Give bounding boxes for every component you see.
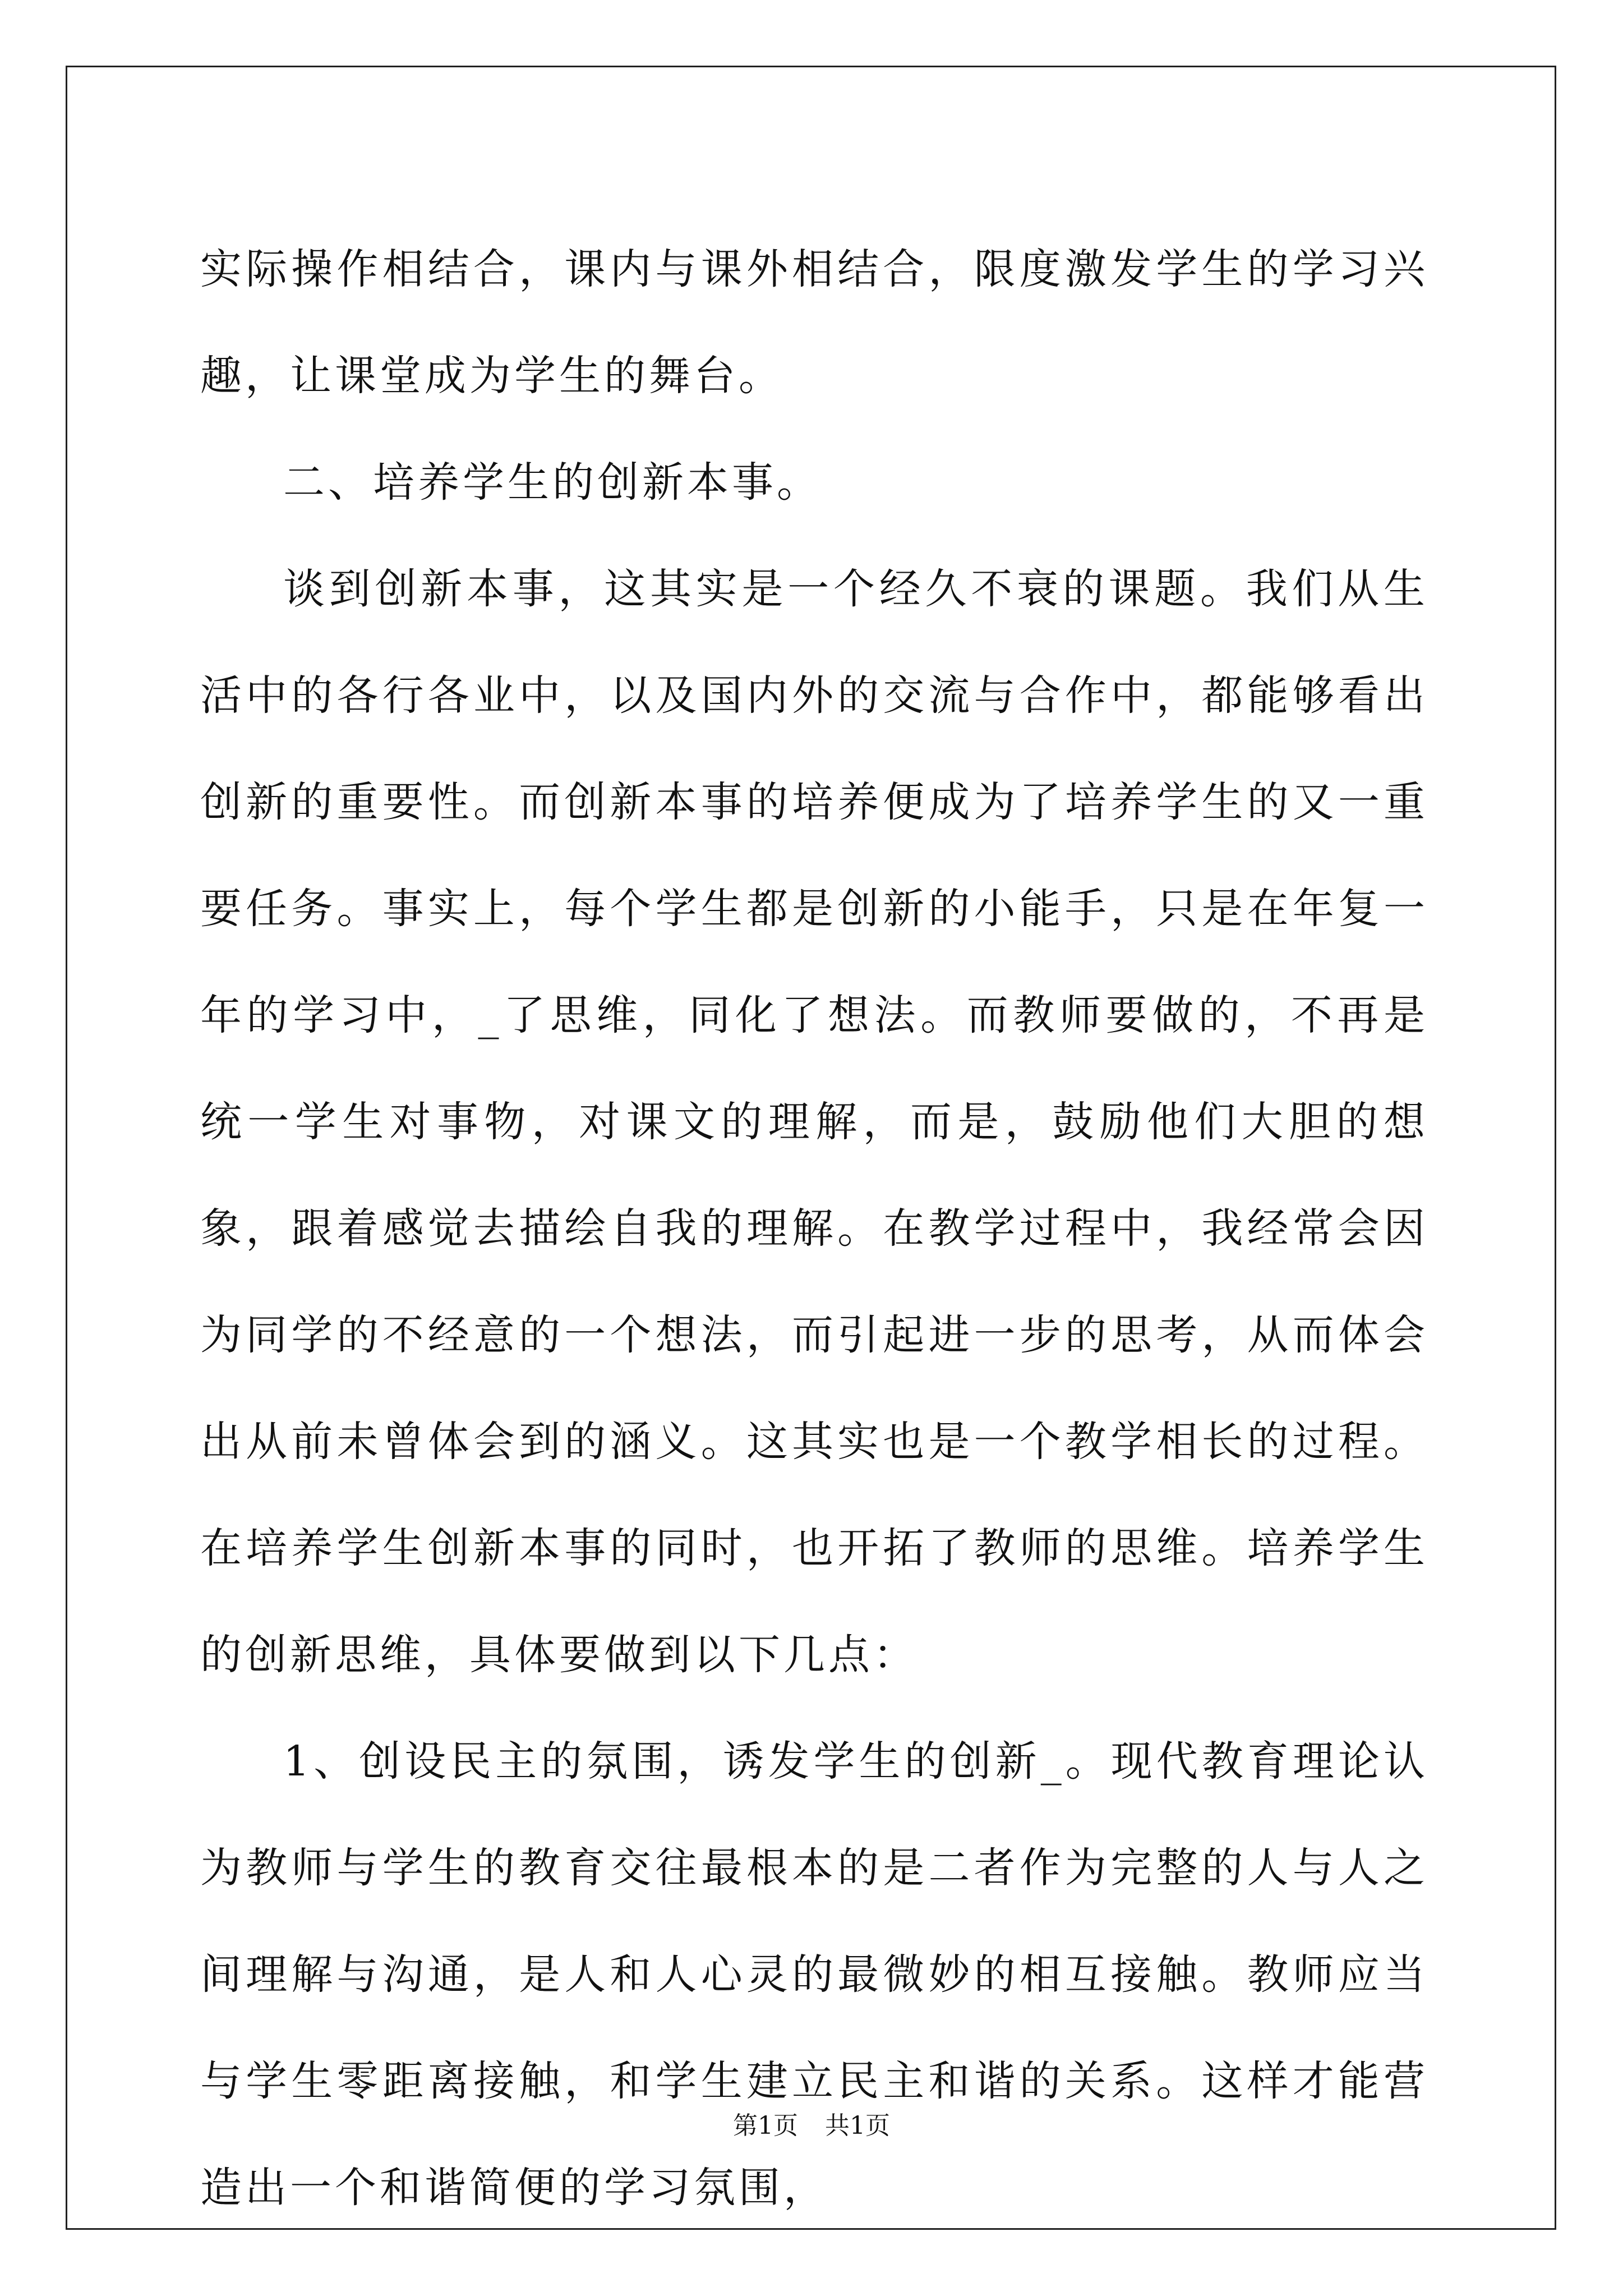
page-number: 第1页 — [733, 2111, 798, 2140]
page-footer — [0, 2109, 1623, 2143]
document-body — [200, 216, 1428, 2241]
paragraph-point-1: 1、创设民主的氛围，诱发学生的创新_。现代教育理论认为教师与学生的教育交往最根本的是二者作为完整的人与人之间理解与沟通，是人和人心灵的最微妙的相互接触。教师应当与学生零距离接触，和学生建立民主和谐的关系。这样才能营造出一个和谐简便的学习氛围， — [200, 1737, 1428, 2212]
paragraph-innovation: 谈到创新本事，这其实是一个经久不衰的课题。我们从生活中的各行各业中，以及国内外的交流与合作中，都能够看出创新的重要性。而创新本事的培养便成为了培养学生的又一重要任务。事实上，每个学生都是创新的小能手，只是在年复一年的学习中，_了思维，同化了想法。而教师要做的，不再是统一学生对事物，对课文的理解，而是，鼓励他们大胆的想象，跟着感觉去描绘自我的理解。在教学过程中，我经常会因为同学的不经意的一个想法，而引起进一步的思考，从而体会出从前未曾体会到的涵义。这其实也是一个教学相长的过程。在培养学生创新本事的同时，也开拓了教师的思维。培养学生的创新思维，具体要做到以下几点： — [200, 565, 1428, 1679]
paragraph-continuation: 实际操作相结合，课内与课外相结合，限度激发学生的学习兴趣，让课堂成为学生的舞台。 — [200, 245, 1428, 400]
section-heading: 二、培养学生的创新本事。 — [283, 458, 822, 507]
page-total: 共1页 — [825, 2111, 890, 2140]
